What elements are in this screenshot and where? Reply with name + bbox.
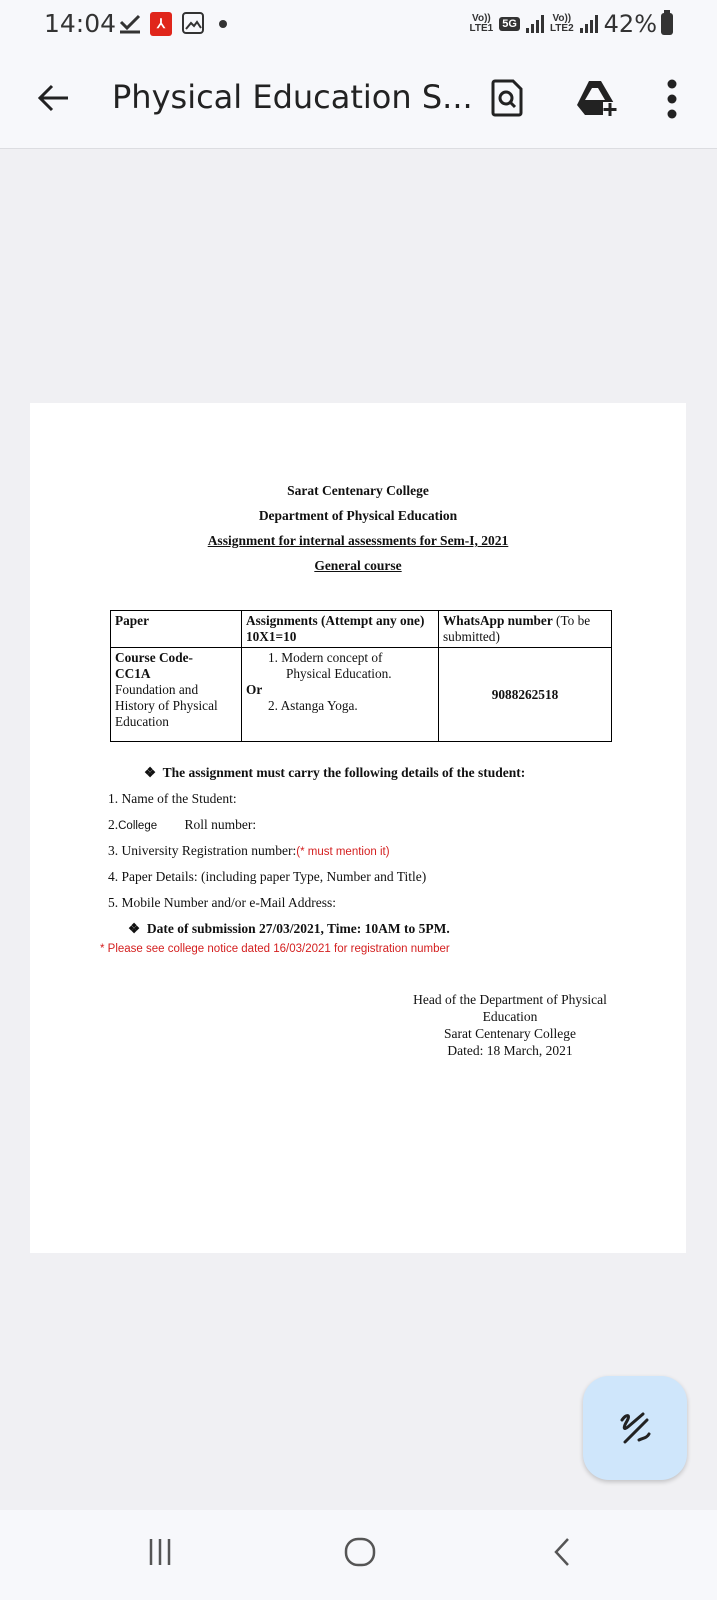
signal-bars-2 [580, 15, 598, 33]
department-name: Department of Physical Education [258, 508, 458, 523]
detail-contact: 5. Mobile Number and/or e-Mail Address: [108, 895, 336, 910]
whatsapp-number: 9088262518 [439, 648, 612, 742]
status-bar [0, 0, 717, 50]
battery-percentage: 42% [603, 10, 657, 38]
assignment-table [110, 610, 612, 742]
option-1-cont: Physical Education. [286, 666, 392, 681]
header-whatsapp-bold: WhatsApp number [443, 613, 553, 628]
detail-roll: Roll number: [184, 817, 257, 832]
back-arrow-icon[interactable] [36, 80, 72, 116]
signature-line-2: Education [482, 1009, 538, 1024]
signal-bars-1 [526, 15, 544, 33]
option-or: Or [246, 682, 263, 697]
table-header-row [111, 611, 612, 648]
signature-line-4: Dated: 18 March, 2021 [447, 1043, 573, 1058]
download-done-icon [118, 12, 142, 34]
signature-line-1: Head of the Department of Physical [413, 992, 607, 1007]
table-row [111, 648, 612, 742]
more-options-icon[interactable] [664, 78, 680, 120]
battery-icon [661, 13, 673, 35]
paper-name: Foundation and History of Physical Education [115, 682, 218, 729]
dot-icon [219, 20, 227, 28]
network-5g-badge: 5G [499, 17, 520, 31]
annotate-button[interactable] [583, 1376, 687, 1480]
option-1: 1. Modern concept of [268, 650, 383, 665]
college-name: Sarat Centenary College [287, 483, 429, 498]
edit-annotate-icon [617, 1410, 653, 1446]
submission-date: Date of submission 27/03/2021, Time: 10AM to 5PM. [146, 921, 450, 936]
option-2: 2. Astanga Yoga. [268, 698, 358, 713]
cell-assignments [242, 648, 439, 742]
network2-bottom: LTE2 [549, 23, 574, 34]
network2-top: Vo)) [552, 13, 572, 24]
signature-block [350, 991, 670, 1059]
status-time: 14:04 [44, 9, 117, 38]
recent-apps-icon[interactable] [145, 1535, 175, 1569]
details-heading: The assignment must carry the following details of the student: [162, 765, 526, 780]
header-assignments: Assignments (Attempt any one) 10X1=10 [242, 611, 439, 648]
home-icon[interactable] [343, 1535, 377, 1569]
signal-icon [470, 10, 657, 38]
bullet-icon: ❖ [144, 765, 157, 780]
course-code: CC1A [115, 666, 151, 681]
add-to-drive-icon[interactable] [575, 78, 619, 118]
header-whatsapp [439, 611, 612, 648]
bullet-icon: ❖ [128, 921, 141, 936]
network1-bottom: LTE1 [469, 23, 494, 34]
registration-notice: * Please see college notice dated 16/03/2021 for registration number [100, 943, 450, 955]
cell-paper [111, 648, 242, 742]
back-icon[interactable] [550, 1535, 574, 1569]
image-icon [182, 12, 204, 34]
network1-top: Vo)) [472, 13, 491, 24]
document-page[interactable] [30, 403, 686, 1253]
header-paper: Paper [111, 611, 242, 648]
registration-note: (* must mention it) [296, 846, 390, 858]
search-in-document-icon[interactable] [487, 78, 527, 118]
detail-college-num: 2. [108, 817, 119, 832]
detail-registration: 3. University Registration number: [108, 843, 297, 858]
detail-paper: 4. Paper Details: (including paper Type, Number and Title) [108, 869, 427, 884]
signature-line-3: Sarat Centenary College [444, 1026, 576, 1041]
pdf-icon: ⅄ [150, 12, 172, 36]
header-whatsapp-rest: (To be submitted) [443, 613, 591, 644]
document-title: Physical Education S... [112, 78, 473, 116]
course-type: General course [314, 558, 402, 573]
detail-college: College [118, 820, 158, 832]
course-code-label: Course Code- [115, 650, 193, 665]
assignment-title: Assignment for internal assessments for Sem-I, 2021 [207, 533, 509, 548]
detail-name: 1. Name of the Student: [108, 791, 237, 806]
app-bar [0, 50, 717, 149]
navigation-bar [0, 1510, 717, 1600]
